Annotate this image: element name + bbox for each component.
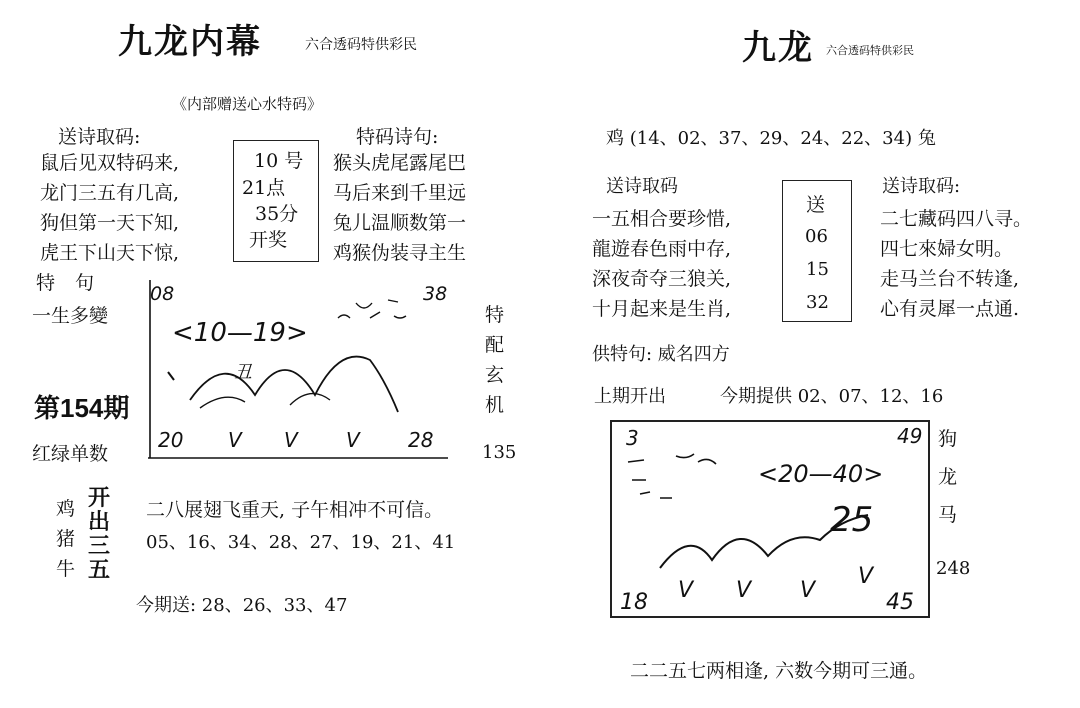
left-chart-mark: V	[284, 428, 298, 452]
poem-line: 虎王下山天下惊,	[40, 242, 180, 264]
draw-minute: 35分	[255, 203, 299, 225]
left-chart-top-left: 08	[150, 283, 175, 305]
special-phrase: 一生多變	[32, 305, 109, 327]
poem-line: 走马兰台不转逢,	[880, 268, 1020, 290]
left-subtitle: 六合透码特供彩民	[305, 37, 417, 53]
right-title: 九龙	[742, 28, 814, 68]
left-title: 九龙内幕	[118, 22, 262, 62]
right-subtitle: 六合透码特供彩民	[826, 44, 914, 57]
side-char: 龙	[938, 466, 958, 488]
right-poem-title: 特码诗句:	[356, 126, 439, 148]
animal: 猪	[56, 528, 76, 550]
poem-line: 龍遊春色雨中存,	[592, 238, 732, 260]
right-poem-left-title: 送诗取码	[606, 176, 678, 197]
poem-line: 鸡猴伪装寻主生	[333, 242, 467, 264]
right-chart-top-left: 3	[626, 426, 639, 450]
draw-day: 10 号	[254, 150, 304, 172]
side-char: 马	[938, 504, 958, 526]
draw-hour: 21点	[242, 177, 286, 199]
right-chart-mark: V	[858, 564, 874, 589]
poem-line: 猴头虎尾露尾巴	[333, 152, 467, 174]
left-chart-top-right: 38	[423, 283, 448, 305]
right-chart-mark: V	[800, 578, 816, 603]
poem-line: 二七藏码四八寻。	[880, 208, 1033, 230]
poem-line: 龙门三五有几高,	[40, 182, 180, 204]
side-char: 玄	[485, 364, 505, 386]
top-line: 鸡 (14、02、37、29、24、22、34) 兔	[606, 128, 936, 149]
left-chart-mark: V	[346, 428, 360, 452]
open-char: 五	[88, 557, 111, 582]
poem-line: 心有灵犀一点通.	[880, 298, 1020, 320]
left-banner: 《内部赠送心水特码》	[172, 95, 323, 113]
send-box-label: 送	[806, 194, 826, 216]
last-open: 上期开出	[594, 386, 666, 407]
right-poem-right-title: 送诗取码:	[882, 176, 961, 197]
poem-line: 深夜奇夺三狼关,	[592, 268, 732, 290]
animal: 牛	[56, 558, 76, 580]
side-char: 配	[485, 334, 505, 356]
animal: 鸡	[56, 498, 76, 520]
poem-line: 十月起来是生肖,	[592, 298, 732, 320]
draw-open: 开奖	[249, 229, 288, 251]
special-line: 供特句: 威名四方	[592, 344, 730, 365]
special-label: 特 句	[36, 272, 95, 294]
right-chart-mid: 25	[830, 500, 874, 540]
right-sketch-scribbles	[628, 454, 716, 498]
right-chart-mark: V	[678, 578, 694, 603]
left-chart-range: <10—19>	[172, 318, 308, 348]
right-chart-mark: V	[736, 578, 752, 603]
left-chart-bottom-right: 28	[408, 428, 434, 452]
poem-line: 鼠后见双特码来,	[40, 152, 180, 174]
bottom-numbers: 05、16、34、28、27、19、21、41	[146, 532, 456, 553]
open-char: 开	[88, 485, 111, 510]
poem-line: 狗但第一天下知,	[40, 212, 180, 234]
side-char: 狗	[938, 428, 958, 450]
poem-line: 一五相合要珍惜,	[592, 208, 732, 230]
left-chart-bottom-left: 20	[158, 428, 184, 452]
left-chart-mark: V	[228, 428, 242, 452]
left-chart-mid: 丑	[234, 362, 252, 383]
right-chart-bottom-right: 45	[886, 590, 914, 615]
issue-number: 第154期	[34, 393, 130, 423]
poem-line: 四七來婦女明。	[880, 238, 1014, 260]
send-box-number: 32	[806, 292, 829, 313]
right-chart-range: <20—40>	[758, 460, 884, 488]
red-green-label: 红绿单数	[32, 443, 109, 465]
open-char: 三	[88, 533, 111, 558]
left-side-number: 135	[482, 442, 517, 463]
send-box-number: 06	[805, 226, 828, 247]
bottom-poem: 二八展翅飞重天, 子午相冲不可信。	[146, 499, 444, 521]
right-footer: 二二五七两相逢, 六数今期可三通。	[630, 660, 928, 682]
provide-line: 今期提供 02、07、12、16	[720, 386, 944, 407]
send-box-number: 15	[806, 259, 829, 280]
poem-line: 兔儿温顺数第一	[333, 212, 467, 234]
right-chart-bottom-left: 18	[620, 590, 648, 615]
left-poem-title: 送诗取码:	[58, 126, 141, 148]
open-char: 出	[88, 509, 111, 534]
send-line: 今期送: 28、26、33、47	[136, 595, 348, 616]
right-chart-top-right: 49	[897, 424, 923, 448]
side-char: 机	[485, 394, 505, 416]
right-side-number: 248	[936, 558, 971, 579]
right-side-vertical	[938, 420, 957, 534]
poem-line: 马后来到千里远	[333, 182, 467, 204]
side-char: 特	[485, 304, 505, 326]
